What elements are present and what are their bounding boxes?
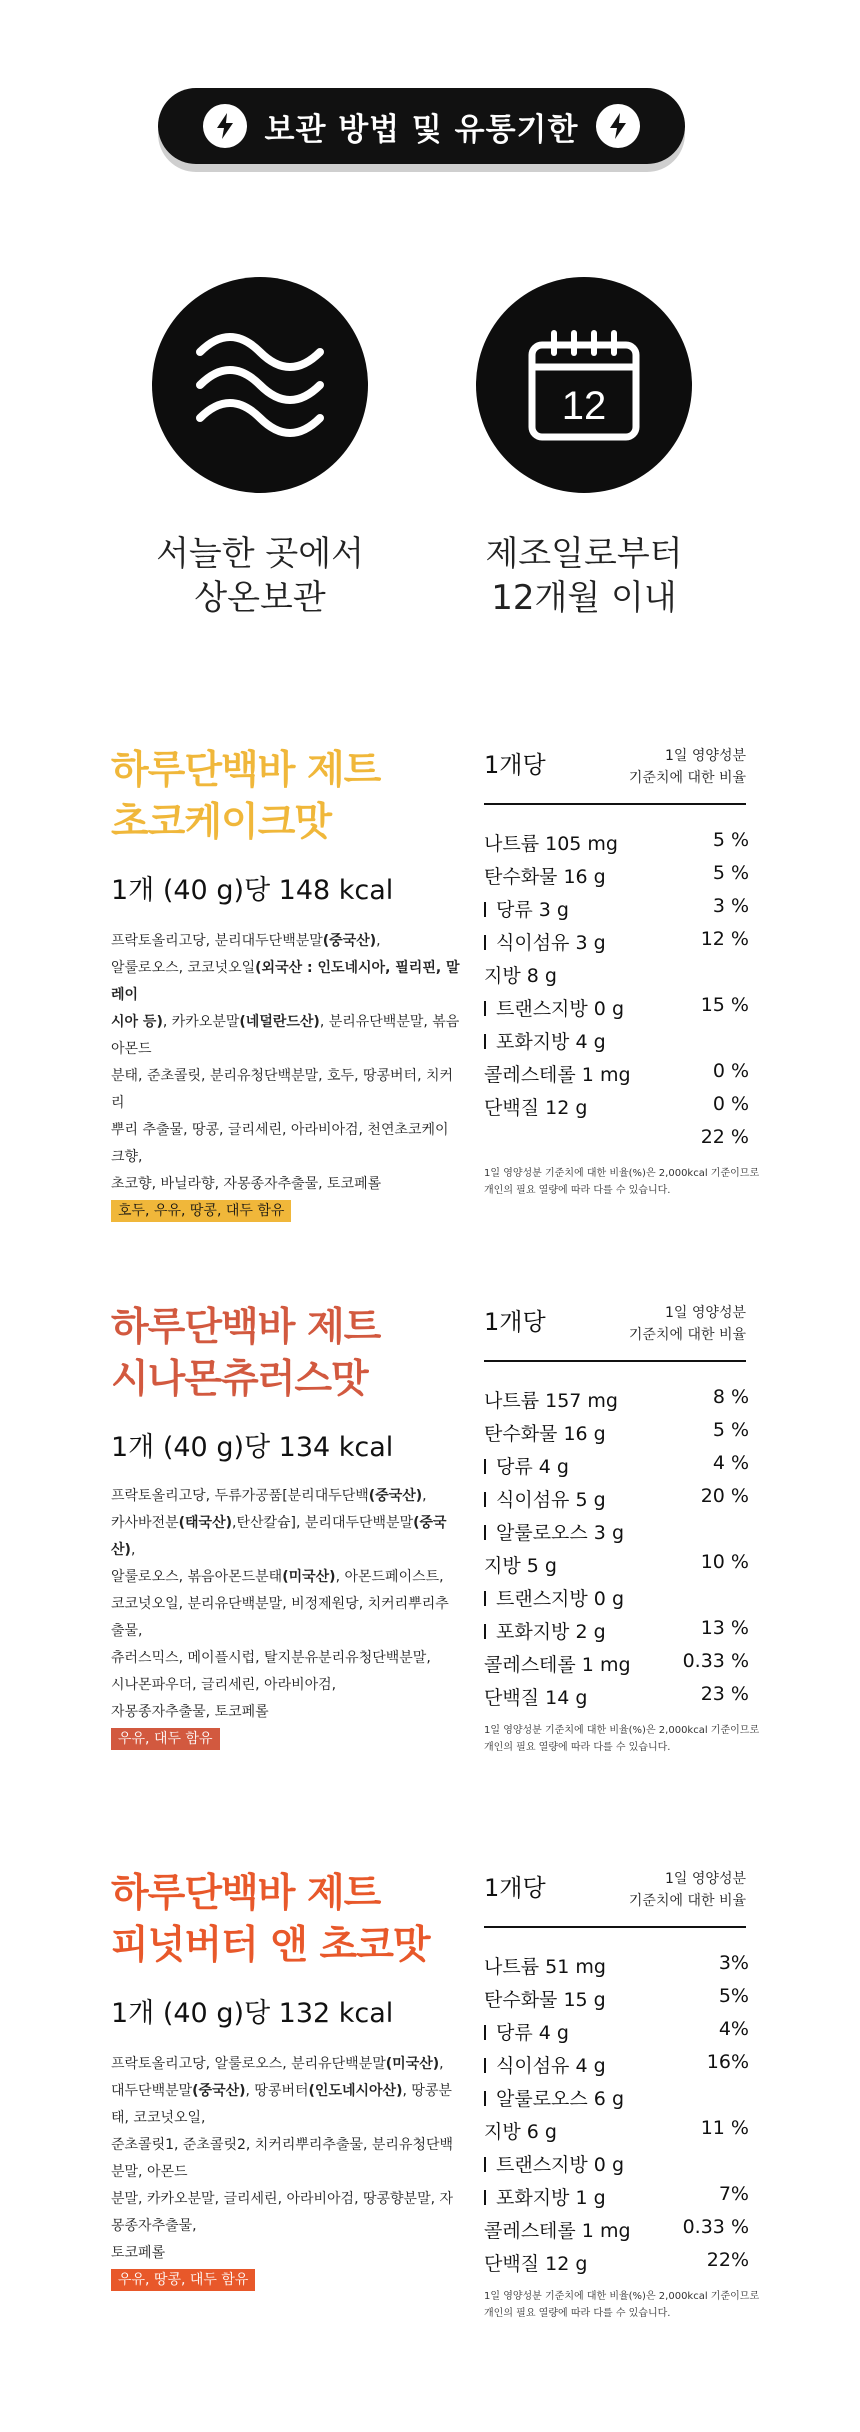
ingredient-line: 츄러스믹스, 메이플시럽, 탈지분유분리유청단백분말,	[111, 1650, 431, 1666]
nutrient-name: 식이섬유 5 g	[484, 1485, 606, 1512]
nutrient-percent: 7%	[718, 2183, 749, 2205]
nutrient-name: 나트륨 105 mg	[484, 833, 618, 855]
nutrient-name: 단백질 12 g	[484, 1097, 588, 1119]
nutrient-percent: 20 %	[700, 1485, 749, 1507]
nutrition-row	[484, 1547, 749, 1580]
nutrient-name: 포화지방 1 g	[484, 2183, 606, 2210]
nutrient-name: 당류 3 g	[484, 895, 569, 922]
nutrition-row	[484, 1514, 749, 1547]
ingredient-line: 준초콜릿1, 준초콜릿2, 치커리뿌리추출물, 분리유청단백분말, 아몬드	[111, 2137, 454, 2180]
nutrition-per-unit: 1개당	[484, 1874, 546, 1902]
nutrient-name: 식이섬유 4 g	[484, 2051, 606, 2078]
ingredient-line: 자몽종자추출물, 토코페롤	[111, 1704, 269, 1720]
nutrition-row	[484, 2113, 749, 2146]
nutrition-row	[484, 2146, 749, 2179]
nutrition-row	[484, 2212, 749, 2245]
nutrient-name: 단백질 12 g	[484, 2253, 588, 2275]
storage-header-pill	[158, 88, 685, 164]
nutrient-percent: 3 %	[712, 895, 749, 917]
product-title: 하루단백바 제트 시나몬츄러스맛	[111, 1305, 381, 1402]
ingredient-line: 카사바전분(태국산),탄산칼슘], 분리대두단백분말(중국산),	[111, 1515, 447, 1558]
allergen-badge: 호두, 우유, 땅콩, 대두 함유	[111, 1200, 291, 1222]
ingredient-line: 코코넛오일, 분리유단백분말, 비정제원당, 치커리뿌리추출물,	[111, 1596, 449, 1639]
nutrient-percent: 0.33 %	[682, 2216, 749, 2238]
ingredient-line: 프락토올리고당, 알룰로오스, 분리유단백분말(미국산),	[111, 2056, 444, 2072]
nutrition-row	[484, 1646, 749, 1679]
nutrition-per-unit: 1개당	[484, 1308, 546, 1336]
nutrient-percent: 11 %	[700, 2117, 749, 2139]
nutrient-percent: 5 %	[712, 862, 749, 884]
lightning-icon	[203, 104, 247, 148]
nutrient-name: 포화지방 2 g	[484, 1617, 606, 1644]
nutrition-row	[484, 990, 749, 1023]
nutrient-name: 탄수화물 15 g	[484, 1989, 606, 2011]
nutrition-row	[484, 1056, 749, 1089]
nutrition-row	[484, 2014, 749, 2047]
allergen-badge: 우유, 땅콩, 대두 함유	[111, 2269, 255, 2291]
nutrient-percent: 4 %	[712, 1452, 749, 1474]
nutrient-name: 트랜스지방 0 g	[484, 1584, 624, 1611]
nutrient-name: 지방 8 g	[484, 965, 557, 987]
nutrition-row	[484, 1948, 749, 1981]
product-title: 하루단백바 제트 피넛버터 앤 초코맛	[111, 1871, 430, 1968]
product-kcal: 1개 (40 g)당 134 kcal	[111, 1432, 394, 1463]
ingredient-line: 분말, 카카오분말, 글리세린, 아라비아검, 땅콩향분말, 자몽종자추출물,	[111, 2191, 454, 2234]
nutrient-percent: 0.33 %	[682, 1650, 749, 1672]
nutrition-row	[484, 924, 749, 957]
nutrient-percent: 4%	[718, 2018, 749, 2040]
nutrient-name: 지방 5 g	[484, 1555, 557, 1577]
nutrient-name: 나트륨 51 mg	[484, 1956, 606, 1978]
nutrient-percent: 0 %	[712, 1093, 749, 1115]
nutrient-name: 트랜스지방 0 g	[484, 2150, 624, 2177]
storage-header-title: 보관 방법 및 유통기한	[264, 111, 579, 148]
ingredient-line: 시아 등), 카카오분말(네덜란드산), 분리유단백분말, 볶음아몬드	[111, 1014, 460, 1057]
ingredient-line: 프락토올리고당, 분리대두단백분말(중국산),	[111, 933, 381, 949]
nutrient-name: 트랜스지방 0 g	[484, 994, 624, 1021]
ingredient-line: 프락토올리고당, 두류가공품[분리대두단백(중국산),	[111, 1488, 427, 1504]
nutrition-row	[484, 1415, 749, 1448]
ingredient-list	[111, 2051, 461, 2294]
nutrition-table	[484, 1382, 749, 1712]
nutrition-divider	[484, 803, 746, 805]
product-title: 하루단백바 제트 초코케이크맛	[111, 748, 381, 845]
calendar-icon	[476, 277, 692, 493]
product-kcal: 1개 (40 g)당 148 kcal	[111, 875, 394, 906]
nutrient-percent: 15 %	[700, 994, 749, 1016]
nutrient-percent: 10 %	[700, 1551, 749, 1573]
nutrition-row	[484, 1089, 749, 1122]
nutrition-row	[484, 957, 749, 990]
product-kcal: 1개 (40 g)당 132 kcal	[111, 1998, 394, 2029]
lightning-icon	[596, 104, 640, 148]
nutrient-name: 당류 4 g	[484, 2018, 569, 2045]
ingredient-line: 알룰로오스, 볶음아몬드분태(미국산), 아몬드페이스트,	[111, 1569, 444, 1585]
nutrient-name: 식이섬유 3 g	[484, 928, 606, 955]
nutrition-reference-label: 1일 영양성분 기준치에 대한 비율	[628, 748, 746, 786]
nutrient-name: 탄수화물 16 g	[484, 866, 606, 888]
nutrition-row	[484, 825, 749, 858]
nutrient-name: 지방 6 g	[484, 2121, 557, 2143]
calendar-day-number: 12	[561, 384, 607, 428]
nutrient-name: 당류 4 g	[484, 1452, 569, 1479]
nutrition-row	[484, 891, 749, 924]
nutrient-name: 단백질 14 g	[484, 1687, 588, 1709]
nutrient-name: 콜레스테롤 1 mg	[484, 1654, 631, 1676]
nutrition-divider	[484, 1926, 746, 1928]
ingredient-line: 대두단백분말(중국산), 땅콩버터(인도네시아산), 땅콩분태, 코코넛오일,	[111, 2083, 452, 2126]
nutrition-table	[484, 825, 749, 1155]
nutrient-percent: 5 %	[712, 829, 749, 851]
nutrition-divider	[484, 1360, 746, 1362]
nutrient-name: 콜레스테롤 1 mg	[484, 2220, 631, 2242]
nutrient-name: 나트륨 157 mg	[484, 1390, 618, 1412]
nutrition-row	[484, 1382, 749, 1415]
nutrition-row	[484, 1122, 749, 1155]
nutrient-percent: 22 %	[700, 1126, 749, 1148]
ingredient-list	[111, 928, 461, 1225]
storage-caption-cool: 서늘한 곳에서 상온보관	[156, 534, 364, 618]
nutrient-percent: 0 %	[712, 1060, 749, 1082]
ingredient-line: 뿌리 추출물, 땅콩, 글리세린, 아라비아검, 천연초코케이크향,	[111, 1122, 449, 1165]
nutrient-percent: 13 %	[700, 1617, 749, 1639]
nutrition-row	[484, 2179, 749, 2212]
nutrient-name: 포화지방 4 g	[484, 1027, 606, 1054]
nutrient-percent: 3%	[718, 1952, 749, 1974]
nutrient-name: 알룰로오스 6 g	[484, 2084, 624, 2111]
nutrient-name: 알룰로오스 3 g	[484, 1518, 624, 1545]
nutrition-row	[484, 2047, 749, 2080]
nutrient-percent: 12 %	[700, 928, 749, 950]
ingredient-line: 시나몬파우더, 글리세린, 아라비아검,	[111, 1677, 337, 1693]
storage-caption-expiry: 제조일로부터 12개월 이내	[485, 534, 683, 618]
nutrition-reference-label: 1일 영양성분 기준치에 대한 비율	[628, 1871, 746, 1909]
ingredient-line: 알룰로오스, 코코넛오일(외국산 : 인도네시아, 필리핀, 말레이	[111, 960, 460, 1003]
nutrition-row	[484, 1023, 749, 1056]
nutrition-row	[484, 1481, 749, 1514]
nutrition-footnote: 1일 영양성분 기준치에 대한 비율(%)은 2,000kcal 기준이므로 개인의 필요 열량에 따라 다를 수 있습니다.	[484, 1725, 760, 1753]
nutrient-percent: 16%	[706, 2051, 749, 2073]
nutrition-footnote: 1일 영양성분 기준치에 대한 비율(%)은 2,000kcal 기준이므로 개인의 필요 열량에 따라 다를 수 있습니다.	[484, 2291, 760, 2319]
nutrient-percent: 5%	[718, 1985, 749, 2007]
nutrition-footnote: 1일 영양성분 기준치에 대한 비율(%)은 2,000kcal 기준이므로 개인의 필요 열량에 따라 다를 수 있습니다.	[484, 1168, 760, 1196]
nutrient-percent: 5 %	[712, 1419, 749, 1441]
nutrition-row	[484, 1981, 749, 2014]
nutrition-row	[484, 1613, 749, 1646]
nutrient-percent: 23 %	[700, 1683, 749, 1705]
nutrition-per-unit: 1개당	[484, 751, 546, 779]
nutrition-reference-label: 1일 영양성분 기준치에 대한 비율	[628, 1305, 746, 1343]
nutrition-table	[484, 1948, 749, 2278]
nutrition-row	[484, 858, 749, 891]
allergen-badge: 우유, 대두 함유	[111, 1728, 220, 1750]
nutrient-name: 탄수화물 16 g	[484, 1423, 606, 1445]
waves-icon	[152, 277, 368, 493]
nutrition-row	[484, 1448, 749, 1481]
nutrient-name: 콜레스테롤 1 mg	[484, 1064, 631, 1086]
nutrition-row	[484, 2245, 749, 2278]
nutrition-row	[484, 1580, 749, 1613]
nutrient-percent: 8 %	[712, 1386, 749, 1408]
nutrition-row	[484, 2080, 749, 2113]
ingredient-line: 토코페롤	[111, 2245, 166, 2261]
ingredient-line: 초코향, 바닐라향, 자몽종자추출물, 토코페롤	[111, 1176, 382, 1192]
nutrition-row	[484, 1679, 749, 1712]
ingredient-line: 분태, 준초콜릿, 분리유청단백분말, 호두, 땅콩버터, 치커리	[111, 1068, 454, 1111]
nutrient-percent: 22%	[706, 2249, 749, 2271]
ingredient-list	[111, 1483, 461, 1753]
